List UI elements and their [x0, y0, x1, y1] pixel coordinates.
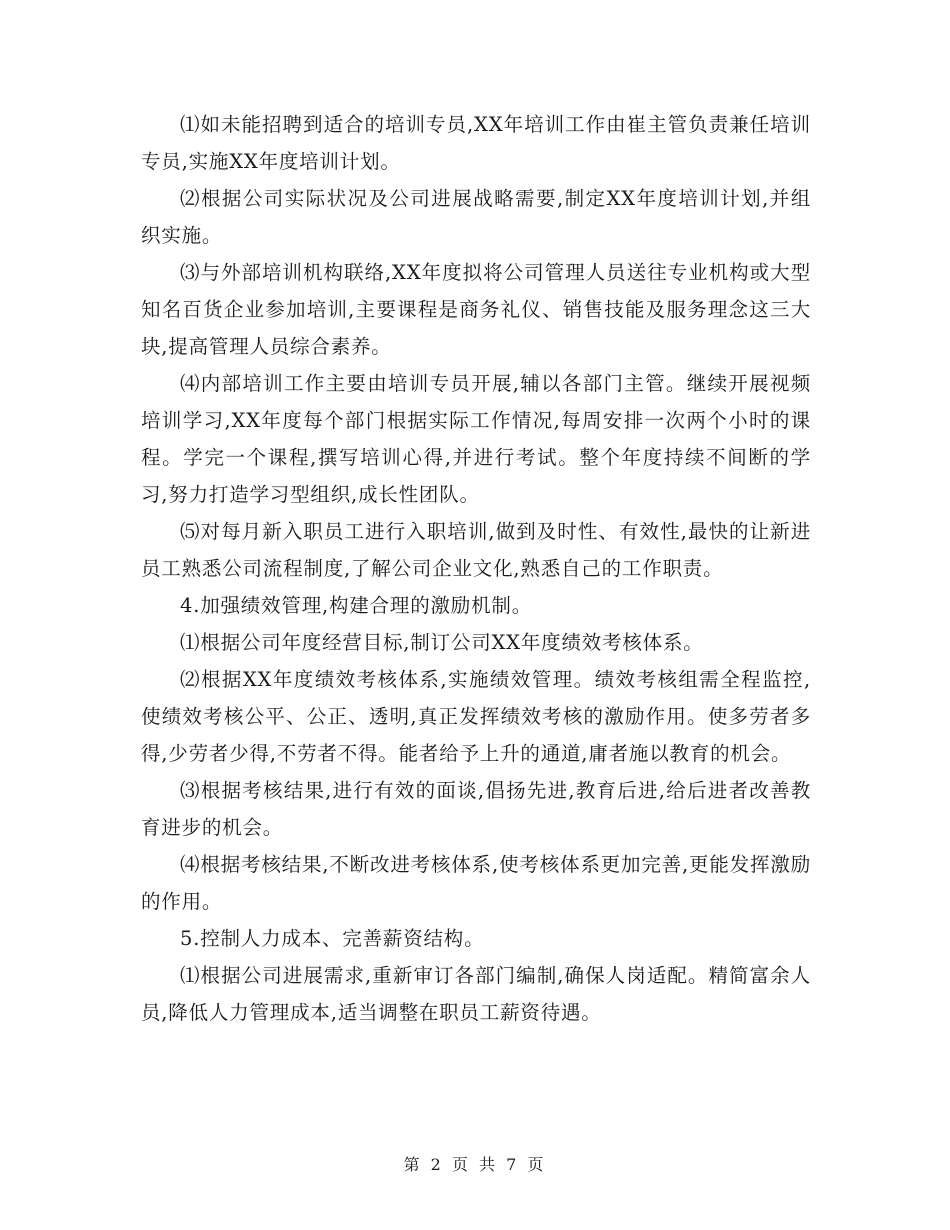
- section-heading-cost: 5.控制人力成本、完善薪资结构。: [180, 927, 485, 950]
- section-heading-performance: 4.加强绩效管理,构建合理的激励机制。: [180, 594, 533, 617]
- paragraph-performance-3: ⑶根据考核结果,进行有效的面谈,倡扬先进,教育后进,给后进者改善教育进步的机会。: [141, 779, 811, 839]
- paragraph-performance-1: ⑴根据公司年度经营目标,制订公司XX年度绩效考核体系。: [180, 631, 704, 654]
- paragraph-training-2: ⑵根据公司实际状况及公司进展战略需要,制定XX年度培训计划,并组织实施。: [141, 187, 811, 247]
- paragraph-training-5: ⑸对每月新入职员工进行入职培训,做到及时性、有效性,最快的让新进员工熟悉公司流程制度,了解公司企业文化,熟悉自己的工作职责。: [141, 520, 811, 580]
- paragraph-cost-1: ⑴根据公司进展需求,重新审订各部门编制,确保人岗适配。精简富余人员,降低人力管理成本,适当调整在职员工薪资待遇。: [141, 964, 811, 1024]
- page-number-footer: 第 2 页 共 7 页: [403, 1155, 547, 1174]
- paragraph-training-3: ⑶与外部培训机构联络,XX年度拟将公司管理人员送往专业机构或大型知名百货企业参加培训,主要课程是商务礼仪、销售技能及服务理念这三大块,提高管理人员综合素养。: [141, 261, 811, 358]
- paragraph-training-4: ⑷内部培训工作主要由培训专员开展,辅以各部门主管。继续开展视频培训学习,XX年度每个部门根据实际工作情况,每周安排一次两个小时的课程。学完一个课程,撰写培训心得,并进行考试。整个年度持续不间断的学习,努力打造学习型组织,成长性团队。: [141, 372, 811, 506]
- document-body: [141, 106, 811, 1031]
- paragraph-training-1: ⑴如未能招聘到适合的培训专员,XX年培训工作由崔主管负责兼任培训专员,实施XX年度培训计划。: [141, 113, 811, 173]
- paragraph-performance-2: ⑵根据XX年度绩效考核体系,实施绩效管理。绩效考核组需全程监控,使绩效考核公平、公正、透明,真正发挥绩效考核的激励作用。使多劳者多得,少劳者少得,不劳者不得。能者给予上升的通道,庸者施以教育的机会。: [141, 668, 811, 765]
- paragraph-performance-4: ⑷根据考核结果,不断改进考核体系,使考核体系更加完善,更能发挥激励的作用。: [141, 853, 811, 913]
